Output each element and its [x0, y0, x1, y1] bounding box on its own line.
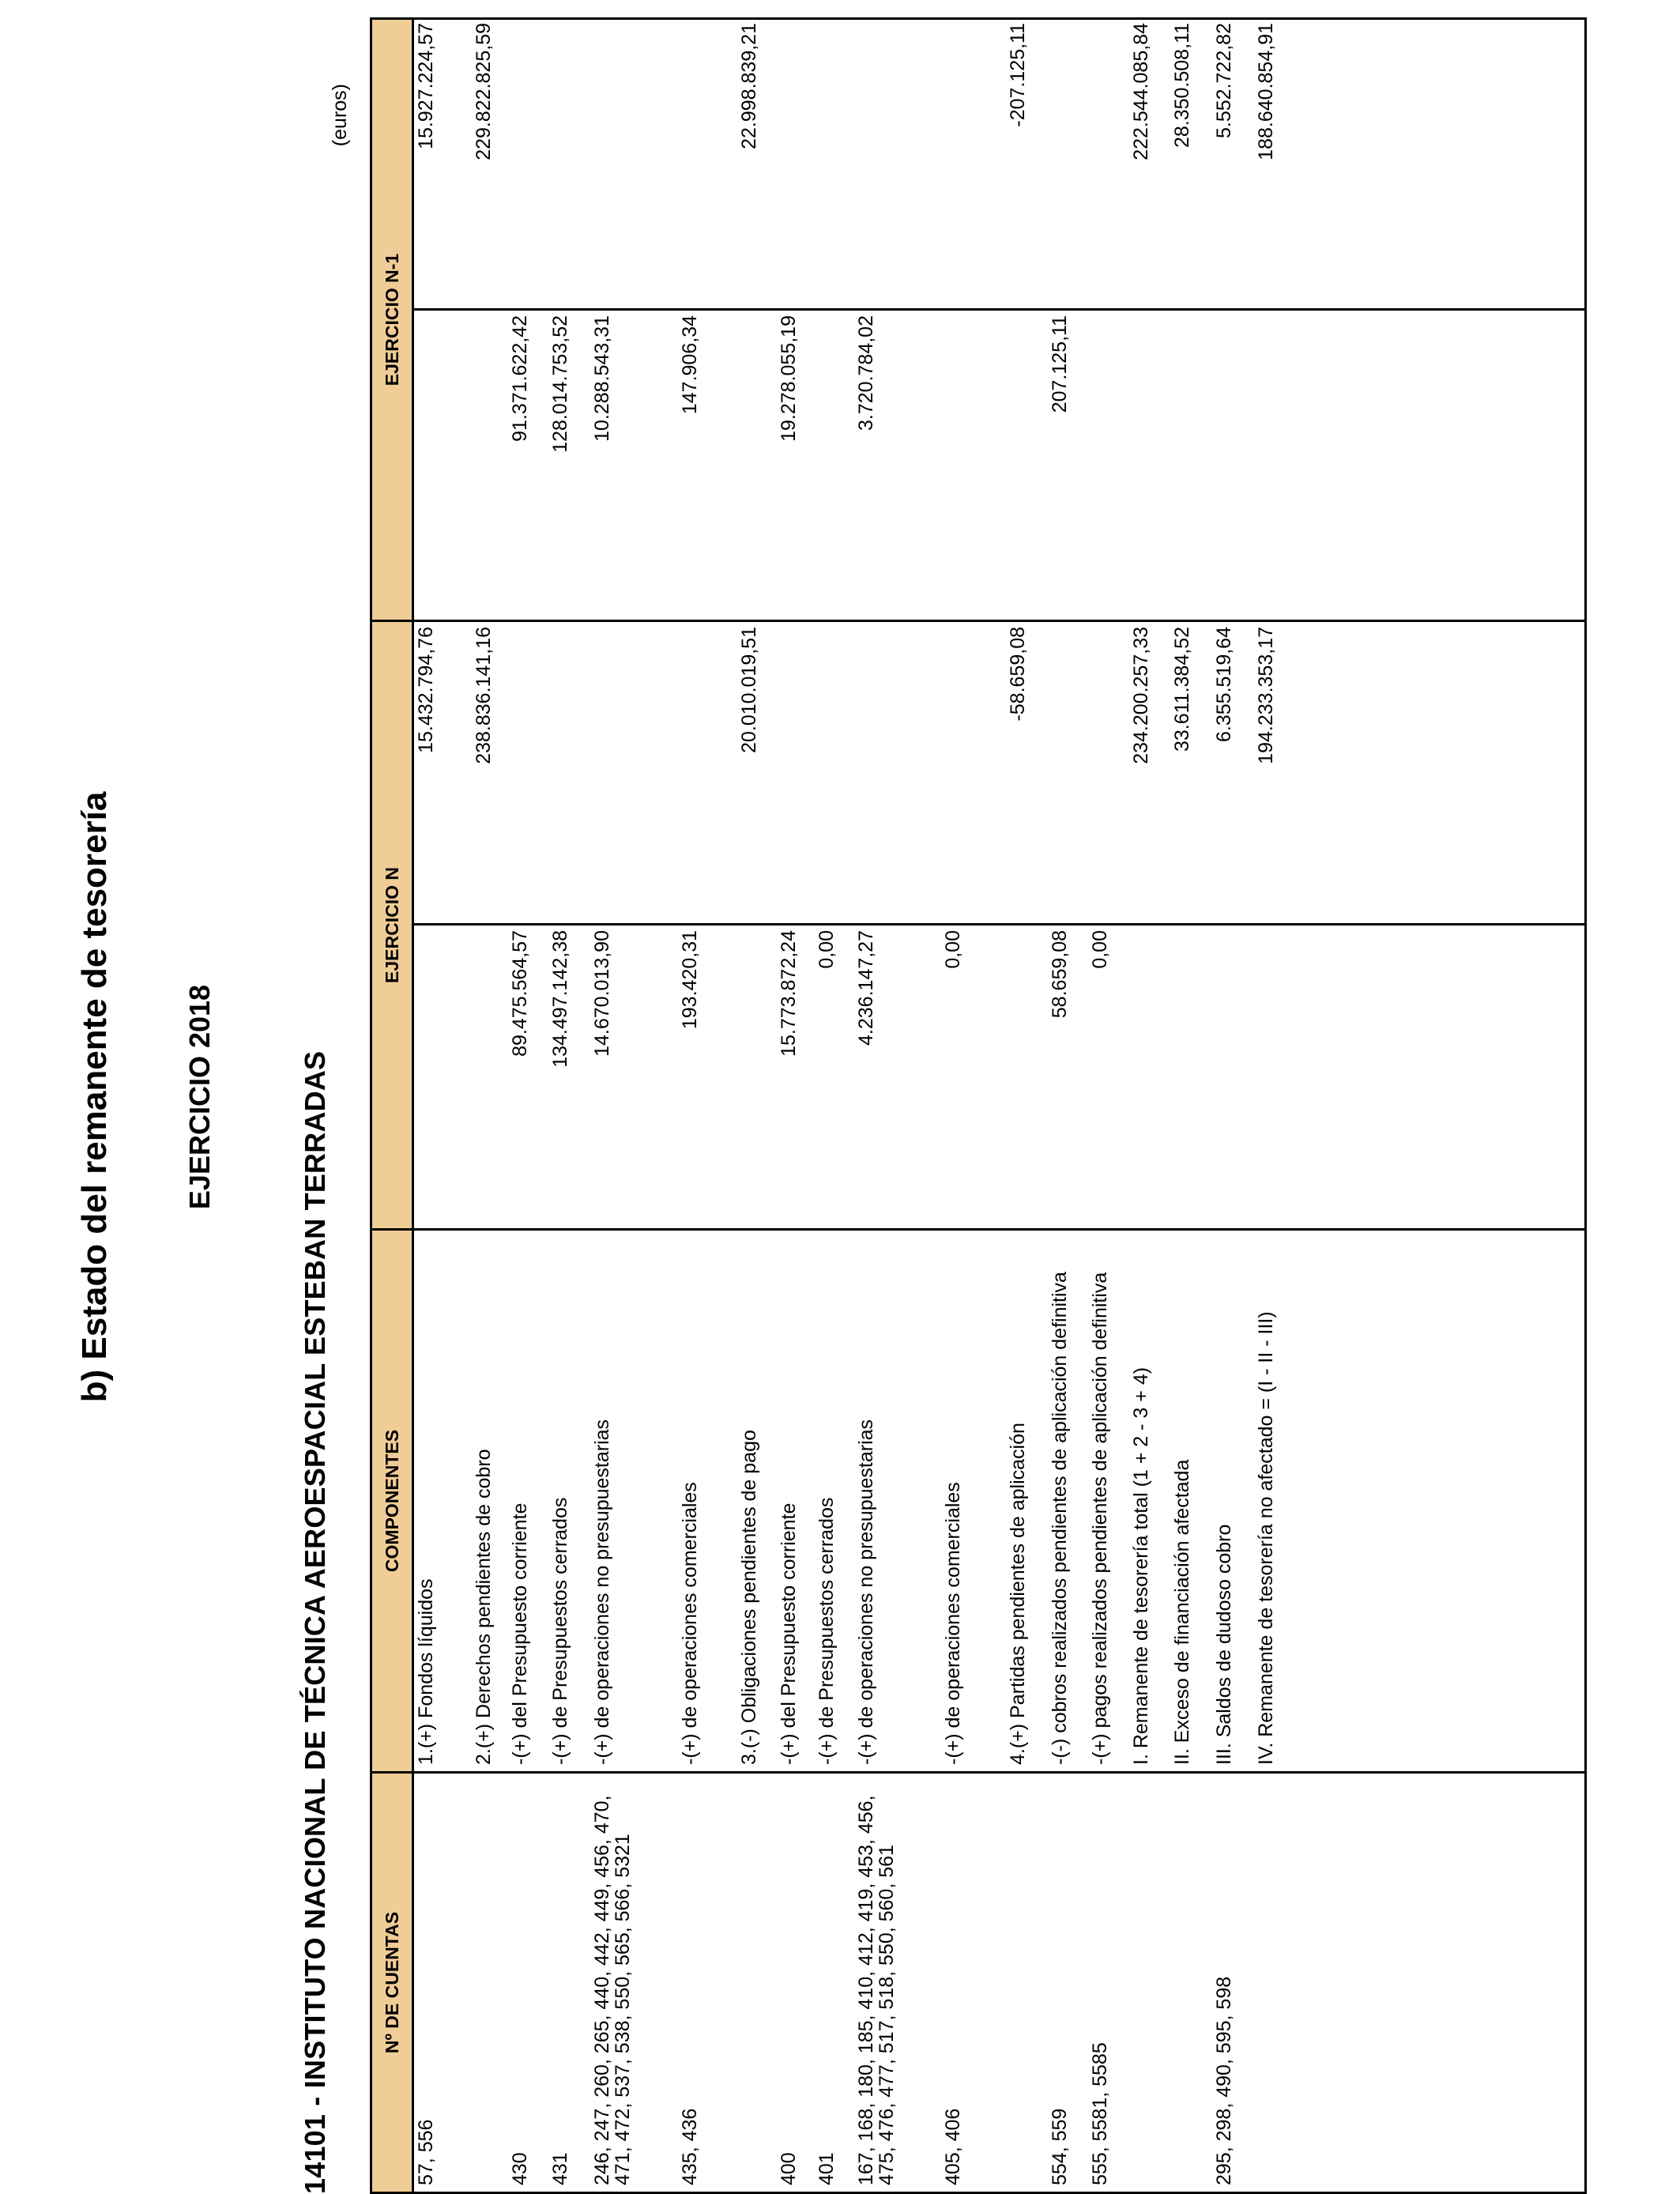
year-n1-detail-value: 3.720.784,02 [855, 315, 877, 431]
account-codes: 295, 298, 490, 595, 598 [1213, 1976, 1235, 2185]
year-n-detail-value: 14.670.013,90 [591, 930, 613, 1057]
year-n1-total-value: -207.125,11 [1007, 23, 1029, 127]
account-codes: 57, 556 [415, 2119, 437, 2185]
component-label: -(+) de operaciones no presupuestarias [591, 1419, 613, 1765]
year-n1-detail-value: 207.125,11 [1049, 315, 1071, 413]
currency-unit: (euros) [329, 84, 351, 147]
header-components: COMPONENTES [372, 1231, 414, 1771]
year-n-total-value: -58.659,08 [1007, 627, 1029, 722]
component-label: 3.(-) Obligaciones pendientes de pago [738, 1430, 760, 1765]
account-codes: 401 [816, 2152, 838, 2185]
component-label: -(+) del Presupuesto corriente [509, 1502, 531, 1765]
year-n-detail-value: 15.773.872,24 [778, 930, 800, 1057]
page-title: b) Estado del remanente de tesorería [75, 791, 114, 1403]
account-codes: 167, 168, 180, 185, 410, 412, 419, 453, 456, 475, 476, 477, 517, 518, 550, 560, 561 [855, 1795, 898, 2185]
subcolumn-divider [414, 923, 1584, 925]
account-codes: 246, 247, 260, 265, 440, 442, 449, 456, 470, 471, 472, 537, 538, 550, 565, 566, 5321 [591, 1795, 634, 2185]
year-n1-detail-value: 128.014.753,52 [549, 315, 571, 453]
component-label: -(+) del Presupuesto corriente [778, 1502, 800, 1765]
component-label: III. Saldos de dudoso cobro [1213, 1524, 1235, 1765]
component-label: -(+) de operaciones no presupuestarias [855, 1419, 877, 1765]
year-n-total-value: 194.233.353,17 [1255, 627, 1277, 764]
subcolumn-divider [414, 308, 1584, 311]
year-n-detail-value: 58.659,08 [1049, 930, 1071, 1019]
component-label: -(-) cobros realizados pendientes de aplicación definitiva [1049, 1272, 1071, 1765]
component-label: 4.(+) Partidas pendientes de aplicación [1007, 1423, 1029, 1765]
year-n1-detail-value: 19.278.055,19 [778, 315, 800, 442]
year-n-total-value: 33.611.384,52 [1171, 627, 1193, 752]
account-codes: 555, 5581, 5585 [1089, 2042, 1111, 2185]
component-label: -(+) de operaciones comerciales [679, 1482, 701, 1765]
year-n-detail-value: 0,00 [942, 930, 964, 969]
year-n1-total-value: 222.544.085,84 [1130, 23, 1152, 160]
account-codes: 435, 436 [679, 2108, 701, 2185]
component-label: -(+) de operaciones comerciales [942, 1482, 964, 1765]
account-codes: 400 [778, 2152, 800, 2185]
year-n-total-value: 6.355.519,64 [1213, 627, 1235, 742]
year-n-detail-value: 134.497.142,38 [549, 930, 571, 1068]
year-n1-total-value: 28.350.508,11 [1171, 23, 1193, 149]
entity-heading: 14101 - INSTITUTO NACIONAL DE TÉCNICA AEROESPACIAL ESTEBAN TERRADAS [299, 1050, 331, 2194]
year-n-detail-value: 0,00 [1089, 930, 1111, 969]
account-codes: 430 [509, 2152, 531, 2185]
column-divider [372, 1228, 1584, 1231]
year-n1-total-value: 15.927.224,57 [415, 23, 437, 149]
component-label: IV. Remanente de tesorería no afectado = (I - II - III) [1255, 1311, 1277, 1765]
account-codes: 554, 559 [1049, 2108, 1071, 2185]
column-divider [372, 620, 1584, 622]
header-year-n: EJERCICIO N [372, 622, 414, 1228]
header-accounts: Nº DE CUENTAS [372, 1774, 414, 2192]
component-label: -(+) de Presupuestos cerrados [816, 1497, 838, 1765]
component-label: -(+) de Presupuestos cerrados [549, 1497, 571, 1765]
component-label: 2.(+) Derechos pendientes de cobro [473, 1449, 495, 1765]
header-year-n1: EJERCICIO N-1 [372, 20, 414, 620]
year-n1-detail-value: 10.288.543,31 [591, 315, 613, 442]
component-label: II. Exceso de financiación afectada [1171, 1459, 1193, 1765]
year-n-total-value: 20.010.019,51 [738, 627, 760, 753]
fiscal-year-subtitle: EJERCICIO 2018 [183, 984, 216, 1210]
year-n-detail-value: 4.236.147,27 [855, 930, 877, 1046]
treasury-remainder-table [370, 17, 1587, 2194]
year-n-total-value: 238.836.141,16 [473, 627, 495, 764]
account-codes: 431 [549, 2152, 571, 2185]
year-n1-total-value: 5.552.722,82 [1213, 23, 1235, 138]
component-label: I. Remanente de tesorería total (1 + 2 - 3 + 4) [1130, 1367, 1152, 1765]
year-n1-total-value: 22.998.839,21 [738, 23, 760, 149]
year-n1-detail-value: 91.371.622,42 [509, 315, 531, 442]
year-n1-total-value: 188.640.854,91 [1255, 23, 1277, 160]
component-label: 1.(+) Fondos líquidos [415, 1578, 437, 1765]
account-codes: 405, 406 [942, 2108, 964, 2185]
year-n-detail-value: 0,00 [816, 930, 838, 969]
year-n1-detail-value: 147.906,34 [679, 315, 701, 415]
column-divider [372, 1771, 1584, 1774]
year-n-total-value: 15.432.794,76 [415, 627, 437, 753]
component-label: -(+) pagos realizados pendientes de aplicación definitiva [1089, 1272, 1111, 1765]
year-n-detail-value: 89.475.564,57 [509, 930, 531, 1057]
year-n1-total-value: 229.822.825,59 [473, 23, 495, 160]
year-n-detail-value: 193.420,31 [679, 930, 701, 1030]
year-n-total-value: 234.200.257,33 [1130, 627, 1152, 764]
